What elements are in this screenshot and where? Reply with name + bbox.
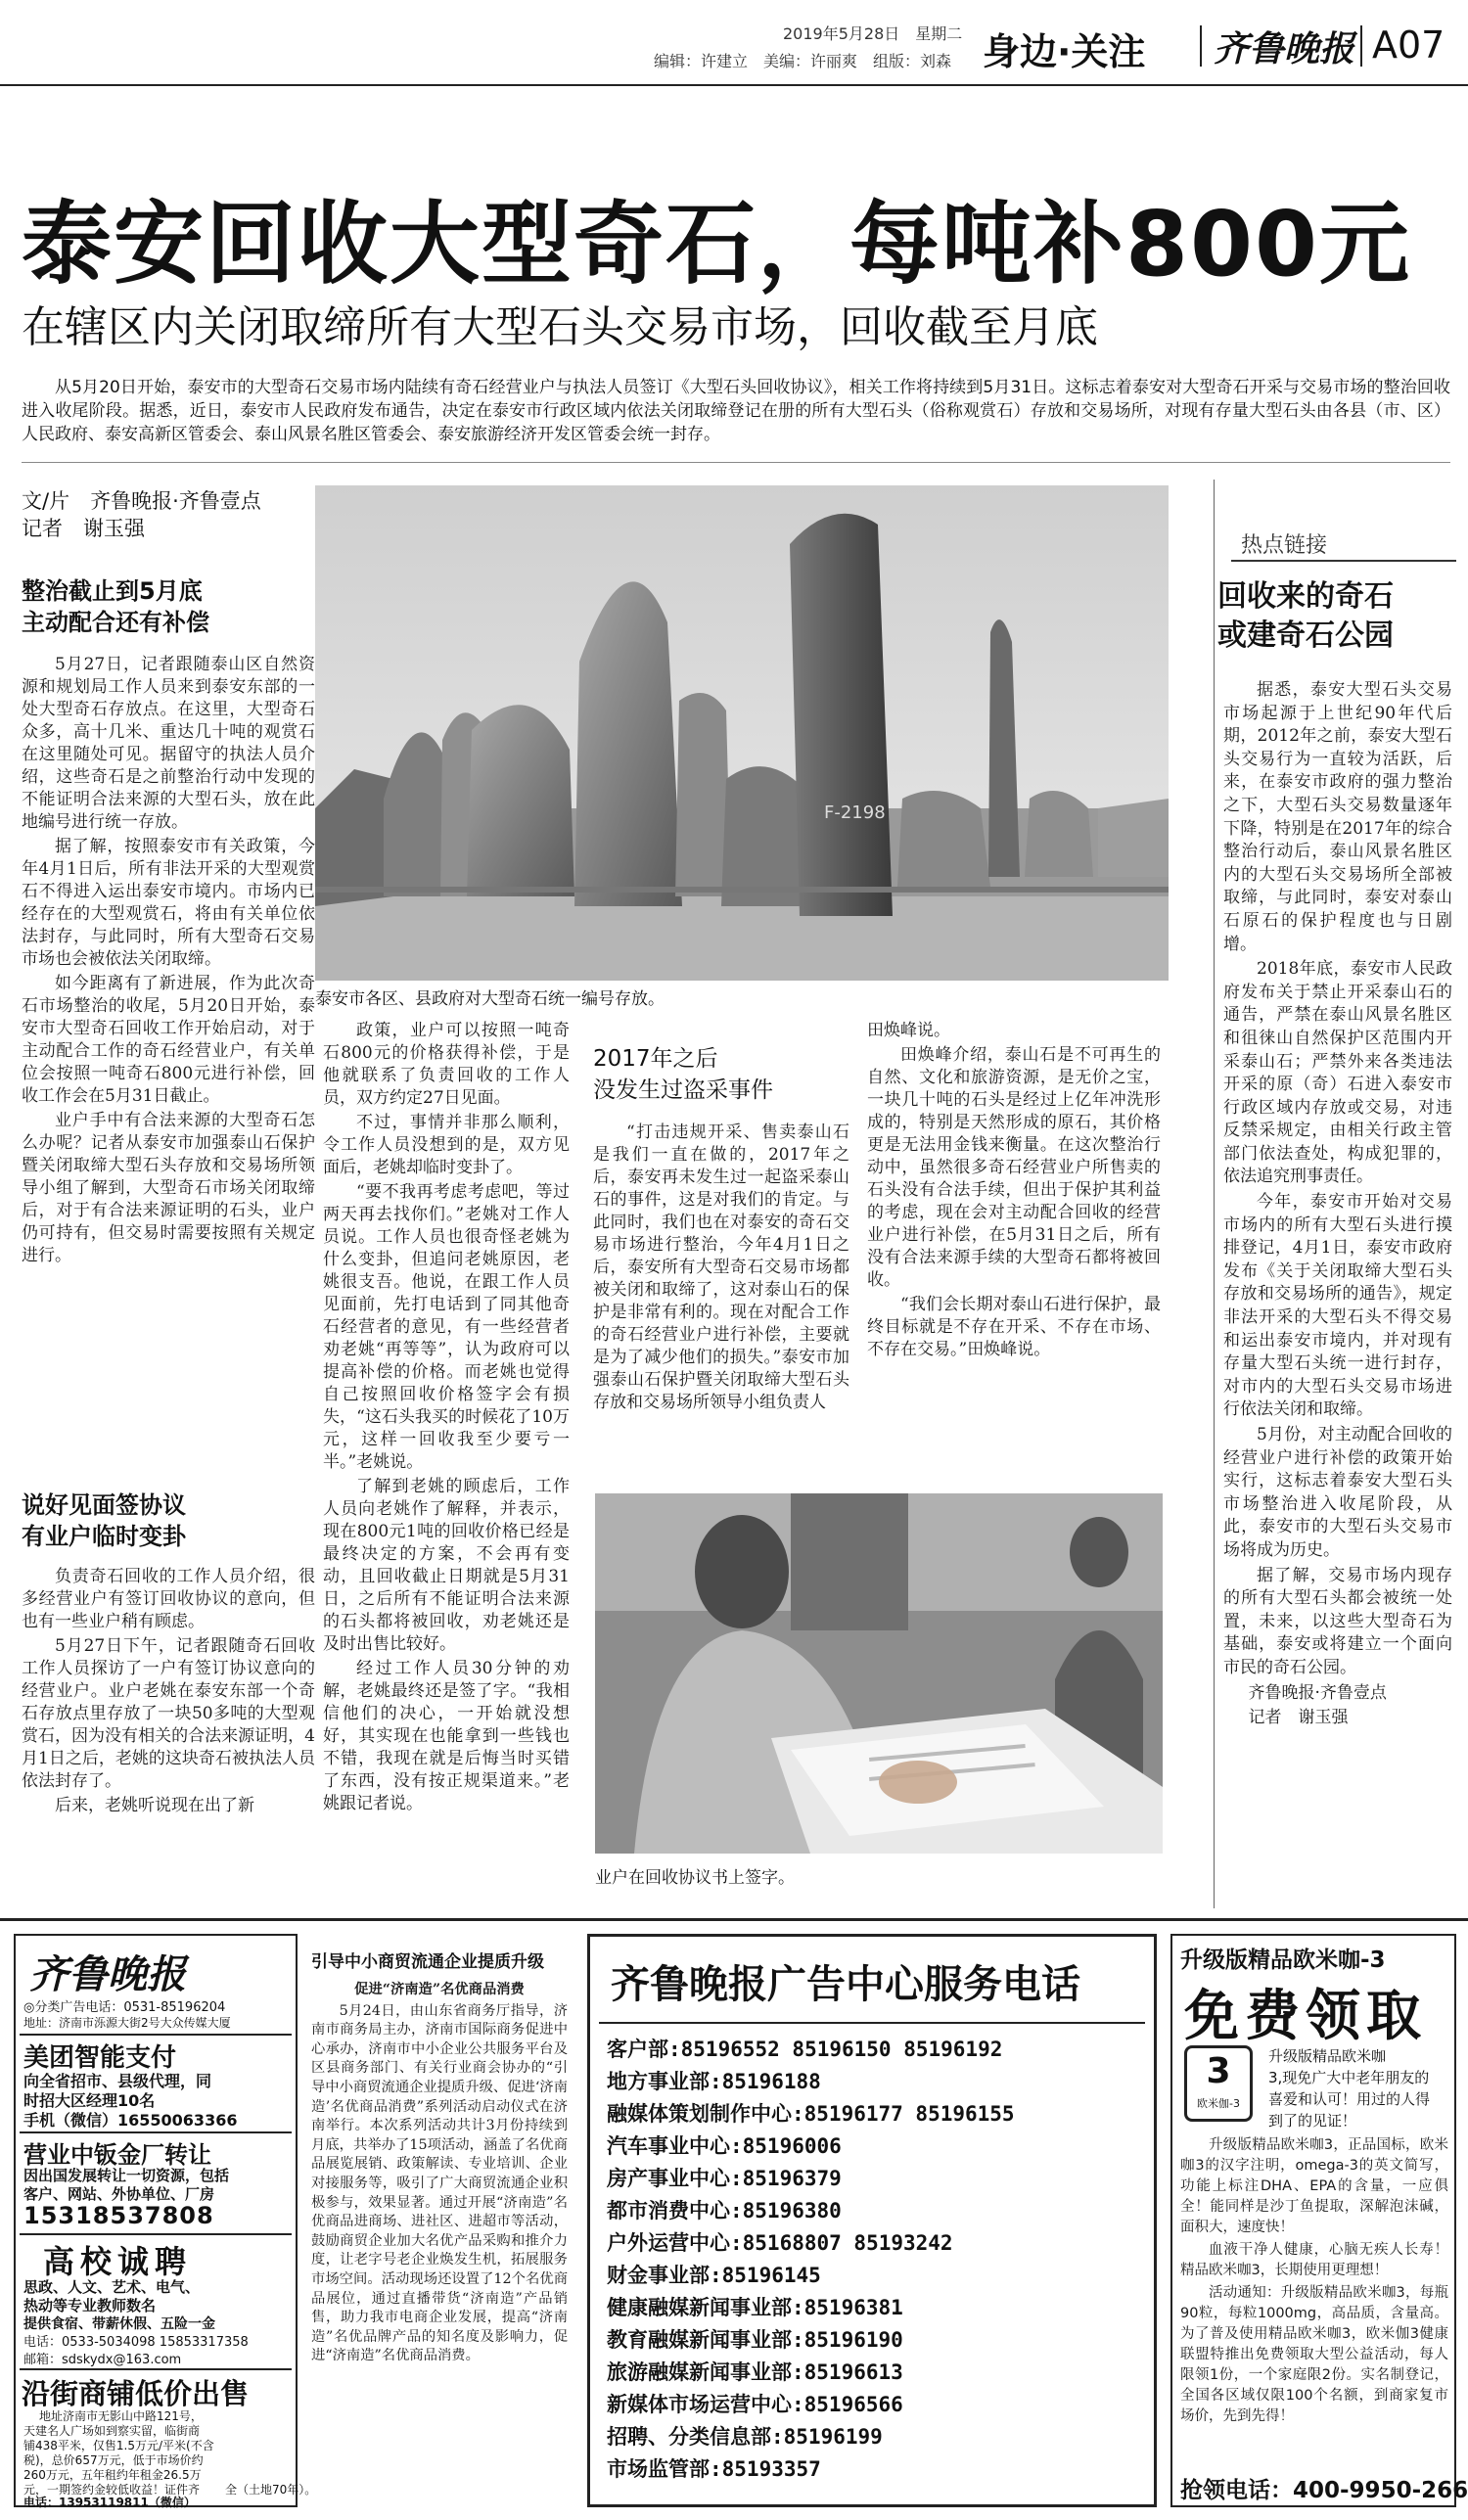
product-badge-icon: 3 欧米伽-3	[1184, 2045, 1253, 2122]
byline-source: 文/片 齐鲁晚报·齐鲁壹点	[22, 489, 261, 513]
classified-logo: 齐鲁晚报	[29, 1951, 186, 1997]
section-title: 身边·关注	[983, 30, 1146, 73]
sidebar-credit-reporter: 记者 谢玉强	[1248, 1708, 1349, 1728]
mid-ad-title: 引导中小商贸流通企业提质升级	[311, 1952, 544, 1972]
editors-line: 编辑：许建立 美编：许丽爽 组版：刘森	[654, 52, 952, 70]
photo2-caption: 业户在回收协议书上签字。	[595, 1868, 795, 1888]
sidebar-rule	[1231, 560, 1456, 562]
ad-title-shop-sale: 沿街商铺低价出售	[22, 2377, 250, 2410]
masthead-divider	[1360, 25, 1362, 67]
classified-hotline: ◎分类广告电话：0531-85196204	[23, 2000, 226, 2015]
product-ad-body: 升级版精品欧米咖3，正品国标，欧米咖3的汉字注明，omega-3的英文简写，功能上标注DHA、EPA的含量，一应俱全！能同样是沙丁鱼提取，深解泡沫碱，面积大，速度快！ 血液干净人健康，心脑无疾人长寿！精品欧米咖3，长期使用更理想！ 活动通知：升级版精品欧米咖3，每瓶90粒，每粒1000mg，高品质，含量高。为了普及使用精品欧米咖3，欧米伽3健康联盟特推出免费领取大型公益活动，每人限领1份，一个家庭限2份。实名制登记，全国各区域仅限100个名额，到商家复市场价，先到先得！	[1180, 2137, 1448, 2424]
ad-separator	[0, 1918, 1468, 1921]
photo-signing	[595, 1493, 1163, 1854]
col1-body-1: 5月27日，记者跟随泰山区自然资源和规划局工作人员来到泰安东部的一处大型奇石存放点。在这里，大型奇石众多，高十几米、重达几十吨的观赏石在这里随处可见。据留守的执法人员介绍，这些奇石是之前整治行动中发现的不能证明合法来源的大型石头，放在此地编号进行统一存放。 据了解，按照泰安市有关政策，今年4月1日后，所有非法开采的大型观赏石不得进入运出泰安市境内。市场内已经存在的大型观赏石，将由有关单位依法封存，与此同时，所有大型奇石交易市场也会被依法关闭取缔。 如今距离有了新进展，作为此次奇石市场整治的收尾，5月20日开始，泰安市大型奇石回收工作开始启动，对于主动配合工作的奇石经营业户，有关单位会按照一吨奇石800元进行补偿，回收工作会在5月31日截止。 业户手中有合法来源的大型奇石怎么办呢？记者从泰安市加强泰山石保护暨关闭取缔大型石头存放和交易场所领导小组了解到，大型奇石市场关闭取缔后，对于有合法来源证明的石头，业户仍可持有，但交易时需要按照有关规定进行。	[22, 655, 315, 1265]
sidebar-credit: 齐鲁晚报·齐鲁壹点	[1248, 1682, 1387, 1703]
product-ad-top: 升级版精品欧米咖-3	[1180, 1947, 1386, 1973]
col1-subhead-2: 说好见面签协议 有业户临时变卦	[22, 1491, 186, 1550]
lead-paragraph: 从5月20日开始，泰安市的大型奇石交易市场内陆续有奇石经营业户与执法人员签订《大型石头回收协议》，相关工作将持续到5月31日。这标志着泰安对大型奇石开采与交易市场的整治回收进入收尾阶段。据悉，近日，泰安市人民政府发布通告，决定在泰安市行政区域内依法关闭取缔登记在册的所有大型石头（俗称观赏石）存放和交易场所，对现有存量大型石头由各县（市、区）人民政府、泰安高新区管委会、泰山风景名胜区管委会、泰安旅游经济开发区管委会统一封存。	[22, 378, 1450, 444]
sidebar-tag: 热点链接	[1241, 533, 1328, 558]
col1-subhead-1: 整治截止到5月底 主动配合还有补偿	[22, 577, 209, 636]
col3-body: “打击违规开采、售卖泰山石是我们一直在做的，2017年之后，泰安再未发生过一起盗采泰山石的事件，这是对我们的肯定。与此同时，我们也在对泰安的奇石交易市场进行整治，今年4月1日之后，泰安所有大型奇石交易市场都被关闭和取缔了，这对泰山石的保护是非常有利的。现在对配合工作的奇石经营业户进行补偿，主要就是为了减少他们的损失。”泰安市加强泰山石保护暨关闭取缔大型石头存放和交易场所领导小组负责人	[593, 1123, 849, 1412]
ad-title-hiring: 高校诚聘	[43, 2243, 193, 2280]
col1-body-2: 负责奇石回收的工作人员介绍，很多经营业户有签订回收协议的意向，但也有一些业户稍有顾虑。 5月27日下午，记者跟随奇石回收工作人员探访了一户有签订协议意向的经营业户。业户老姚在泰安东部一个奇石存放点里存放了一块50多吨的大型观赏石，因为没有相关的合法来源证明，4月1日之后，老姚的这块奇石被执法人员依法封存了。 后来，老姚听说现在出了新	[22, 1567, 315, 1815]
col3-subhead: 2017年之后 没发生过盗采事件	[593, 1046, 773, 1103]
lead-divider	[22, 462, 1450, 463]
masthead-rule	[0, 84, 1468, 86]
classified-address: 地址：济南市泺源大街2号大众传媒大厦	[23, 2016, 231, 2030]
ad-rule	[20, 2034, 292, 2036]
photo-stone-storage	[315, 485, 1169, 981]
sidebar-body: 据悉，泰安大型石头交易市场起源于上世纪90年代后期，2012年之前，泰安大型石头交易行为一直较为活跃，后来，在泰安市政府的强力整治之下，大型石头交易数量逐年下降，特别是在2017年的综合整治行动后，泰山风景名胜区内的大型石头交易场所全部被取缔，与此同时，泰安对泰山石原石的保护程度也与日剧增。 2018年底，泰安市人民政府发布关于禁止开采泰山石的通告，严禁在泰山风景名胜区和徂徕山自然保护区范围内开采泰山石；严禁外来各类违法开采的原（奇）石进入泰安市行政区域内存放或交易，对违反禁采规定，由相关行政主管部门依法查处，构成犯罪的，依法追究刑事责任。 今年，泰安市开始对交易市场内的所有大型石头进行摸排登记，4月1日，泰安市政府发布《关于关闭取缔大型石头存放和交易场所的通告》，规定非法开采的大型石头不得交易和运出泰安市境内，并对现有存量大型石头统一进行封存，对市内的大型石头交易市场进行依法关闭和取缔。 5月份，对主动配合回收的经营业户进行补偿的政策开始实行，这标志着泰安大型石头市场整治进入收尾阶段，从此，泰安市的大型石头交易市场将成为历史。 据了解，交易市场内现存的所有大型石头都会被统一处置，未来，以这些大型奇石为基础，泰安或将建立一个面向市民的奇石公园。 齐鲁晚报·齐鲁壹点 记者 谢玉强	[1223, 679, 1452, 1732]
product-hotline: 抢领电话：400-9950-266	[1180, 2478, 1468, 2503]
stones-illustration	[315, 485, 1169, 981]
main-headline: 泰安回收大型奇石，每吨补800元	[22, 192, 1412, 297]
sidebar-divider	[1214, 480, 1215, 1908]
col4-body: 田焕峰说。 田焕峰介绍，泰山石是不可再生的自然、文化和旅游资源，是无价之宝，一块几十吨的石头是经过上亿年冲洗形成的，特别是天然形成的原石，其价格更是无法用金钱来衡量。在这次整治行动中，虽然很多奇石经营业户所售卖的石头没有合法手续，但出于保护其利益的考虑，现在会对主动配合回收的经营业户进行补偿，在5月31日之后，所有没有合法来源手续的大型奇石都将被回收。 “我们会长期对泰山石进行保护，最终目标就是不存在开采、不存在市场、不存在交易。”田焕峰说。	[867, 1021, 1161, 1359]
signing-illustration	[595, 1493, 1163, 1854]
product-ad-headline: 免费领取	[1184, 1985, 1427, 2048]
mid-ad-body: 促进“济南造”名优商品消费 5月24日，由山东省商务厅指导，济南市商务局主办，济南市国际商务促进中心承办，济南市中小企业公共服务平台及区县商务部门、有关行业商会协办的“引导中小商贸流通企业提质升级、促进‘济南造’名优商品消费”系列活动启动仪式在济南举行。本次系列活动共计3月份持续到月底，共举办了15项活动，涵盖了名优商品展览展销、政策解读、专业培训、企业对接服务等，吸引了广大商贸流通企业积极参与，效果显著。通过开展“济南造”名优商品进商场、进社区、进超市等活动，鼓励商贸企业加大名优产品采购和推介力度，让老字号老企业焕发生机，拓展服务市场空间。活动现场还设置了12个名优商品展位，通过直播带货“济南造”产品销售，助力我市电商企业发展，提高“济南造”名优品牌产品的知名度及影响力，促进“济南造”名优商品消费。	[311, 1982, 568, 2364]
masthead-divider	[1200, 25, 1202, 67]
ad-title-payment: 美团智能支付	[23, 2043, 177, 2073]
ad-phone: 电话：13953119811（微信）	[23, 2496, 196, 2509]
ad-title-transfer: 营业中钣金厂转让	[23, 2141, 211, 2169]
col2-body: 政策，业户可以按照一吨奇石800元的价格获得补偿，于是他就联系了负责回收的工作人员，双方约定27日见面。 不过，事情并非那么顺利，令工作人员没想到的是，双方见面后，老姚却临时变卦了。 “要不我再考虑考虑吧，等过两天再去找你们。”老姚对工作人员说。工作人员也很奇怪老姚为什么变卦，但追问老姚原因，老姚很支吾。他说，在跟工作人员见面前，先打电话到了同其他奇石经营者的意见，有一些经营者劝老姚“再等等”，认为政府可以提高补偿的价格。而老姚也觉得自己按照回收价格签字会有损失，“这石头我买的时候花了10万元，这样一回收我至少要亏一半。”老姚说。 了解到老姚的顾虑后，工作人员向老姚作了解释，并表示，现在800元1吨的回收价格已经是最终决定的方案，不会再有变动，且回收截止日期就是5月31日，之后所有不能证明合法来源的石头都将被回收，劝老姚还是及时出售比较好。 经过工作人员30分钟的劝解，老姚最终还是签了字。“我相信他们的决心，一开始就没想好，其实现在也能拿到一些钱也不错，我现在就是后悔当时买错了东西，没有按正规渠道来。”老姚跟记者说。	[323, 1021, 570, 1813]
photo1-caption: 泰安市各区、县政府对大型奇石统一编号存放。	[315, 989, 665, 1009]
service-phone-title: 齐鲁晚报广告中心服务电话	[611, 1962, 1080, 2007]
sidebar-title: 回收来的奇石 或建奇石公园	[1217, 579, 1394, 653]
date-line: 2019年5月28日 星期二	[783, 24, 963, 43]
byline-reporter: 记者 谢玉强	[22, 517, 145, 540]
masthead	[0, 0, 1468, 78]
page-number: A07	[1372, 23, 1445, 67]
newspaper-logo: 齐鲁晚报	[1214, 28, 1355, 69]
sub-headline: 在辖区内关闭取缔所有大型石头交易市场，回收截至月底	[22, 302, 1098, 352]
svg-text:F-2198: F-2198	[824, 802, 886, 823]
